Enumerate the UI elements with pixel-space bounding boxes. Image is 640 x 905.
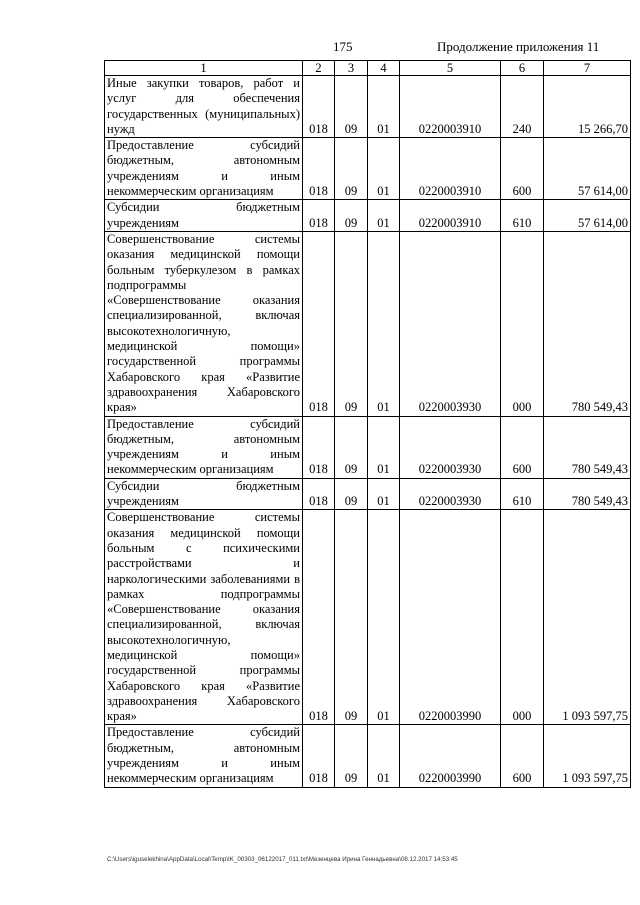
expense-type-cell: 000 — [501, 231, 544, 416]
column-number: 4 — [368, 61, 400, 76]
expense-type-cell: 600 — [501, 725, 544, 787]
expense-type-cell: 000 — [501, 510, 544, 725]
subsection-code-cell: 01 — [368, 231, 400, 416]
table-row — [105, 510, 631, 725]
table-row — [105, 478, 631, 510]
row-name-cell: Предоставление субсидий бюджетным, автономным учреждениям и иным некоммерческим организациям — [105, 416, 303, 478]
target-article-cell: 0220003910 — [400, 200, 501, 232]
expense-type-cell: 610 — [501, 478, 544, 510]
row-name-cell: Предоставление субсидий бюджетным, автономным учреждениям и иным некоммерческим организациям — [105, 725, 303, 787]
column-number: 6 — [501, 61, 544, 76]
row-name-cell: Совершенствование системы оказания медицинской помощи больным с психическими расстройствами и наркологическими заболеваниями в рамках подпрограммы «Совершенствование оказания специализированной, включая высокотехнологичную, медицинской помощи» государственной программы Хабаровского края «Развитие здравоохранения Хабаровского края» — [105, 510, 303, 725]
row-name-cell: Субсидии бюджетным учреждениям — [105, 478, 303, 510]
row-name-cell: Иные закупки товаров, работ и услуг для обеспечения государственных (муниципальных) нужд — [105, 76, 303, 138]
amount-cell: 57 614,00 — [544, 138, 631, 200]
ministry-code-cell: 018 — [303, 76, 335, 138]
table-row — [105, 725, 631, 787]
section-code-cell: 09 — [335, 76, 368, 138]
column-number: 7 — [544, 61, 631, 76]
amount-cell: 1 093 597,75 — [544, 725, 631, 787]
column-number-row — [105, 61, 631, 76]
expense-type-cell: 600 — [501, 416, 544, 478]
page-number: 175 — [333, 39, 353, 54]
section-code-cell: 09 — [335, 725, 368, 787]
expense-type-cell: 610 — [501, 200, 544, 232]
table-row — [105, 231, 631, 416]
target-article-cell: 0220003930 — [400, 416, 501, 478]
amount-cell: 57 614,00 — [544, 200, 631, 232]
subsection-code-cell: 01 — [368, 76, 400, 138]
column-number: 2 — [303, 61, 335, 76]
expense-type-cell: 600 — [501, 138, 544, 200]
ministry-code-cell: 018 — [303, 416, 335, 478]
subsection-code-cell: 01 — [368, 416, 400, 478]
ministry-code-cell: 018 — [303, 510, 335, 725]
ministry-code-cell: 018 — [303, 478, 335, 510]
target-article-cell: 0220003930 — [400, 231, 501, 416]
table-row — [105, 416, 631, 478]
target-article-cell: 0220003990 — [400, 510, 501, 725]
section-code-cell: 09 — [335, 478, 368, 510]
amount-cell: 1 093 597,75 — [544, 510, 631, 725]
column-number: 5 — [400, 61, 501, 76]
column-number: 1 — [105, 61, 303, 76]
budget-table — [104, 60, 631, 788]
subsection-code-cell: 01 — [368, 138, 400, 200]
ministry-code-cell: 018 — [303, 138, 335, 200]
target-article-cell: 0220003910 — [400, 138, 501, 200]
subsection-code-cell: 01 — [368, 510, 400, 725]
table-row — [105, 76, 631, 138]
amount-cell: 15 266,70 — [544, 76, 631, 138]
target-article-cell: 0220003930 — [400, 478, 501, 510]
row-name-cell: Субсидии бюджетным учреждениям — [105, 200, 303, 232]
table-row — [105, 200, 631, 232]
section-code-cell: 09 — [335, 416, 368, 478]
subsection-code-cell: 01 — [368, 478, 400, 510]
ministry-code-cell: 018 — [303, 231, 335, 416]
section-code-cell: 09 — [335, 200, 368, 232]
table-row — [105, 138, 631, 200]
amount-cell: 780 549,43 — [544, 231, 631, 416]
appendix-continuation-label: Продолжение приложения 11 — [437, 39, 600, 54]
subsection-code-cell: 01 — [368, 200, 400, 232]
expense-type-cell: 240 — [501, 76, 544, 138]
row-name-cell: Предоставление субсидий бюджетным, автономным учреждениям и иным некоммерческим организациям — [105, 138, 303, 200]
column-number: 3 — [335, 61, 368, 76]
subsection-code-cell: 01 — [368, 725, 400, 787]
target-article-cell: 0220003990 — [400, 725, 501, 787]
section-code-cell: 09 — [335, 138, 368, 200]
amount-cell: 780 549,43 — [544, 416, 631, 478]
ministry-code-cell: 018 — [303, 725, 335, 787]
file-path-footer: C:\Users\iguselekhina\AppData\Local\Temp\IK_00303_06122017_011.txt\Мезенцева Ирина Геннадьевна\08.12.2017 14:53:45 — [107, 856, 458, 863]
amount-cell: 780 549,43 — [544, 478, 631, 510]
row-name-cell: Совершенствование системы оказания медицинской помощи больным туберкулезом в рамках подпрограммы «Совершенствование оказания специализированной, включая высокотехнологичную, медицинской помощи» государственной программы Хабаровского края «Развитие здравоохранения Хабаровского края» — [105, 231, 303, 416]
ministry-code-cell: 018 — [303, 200, 335, 232]
target-article-cell: 0220003910 — [400, 76, 501, 138]
section-code-cell: 09 — [335, 231, 368, 416]
section-code-cell: 09 — [335, 510, 368, 725]
